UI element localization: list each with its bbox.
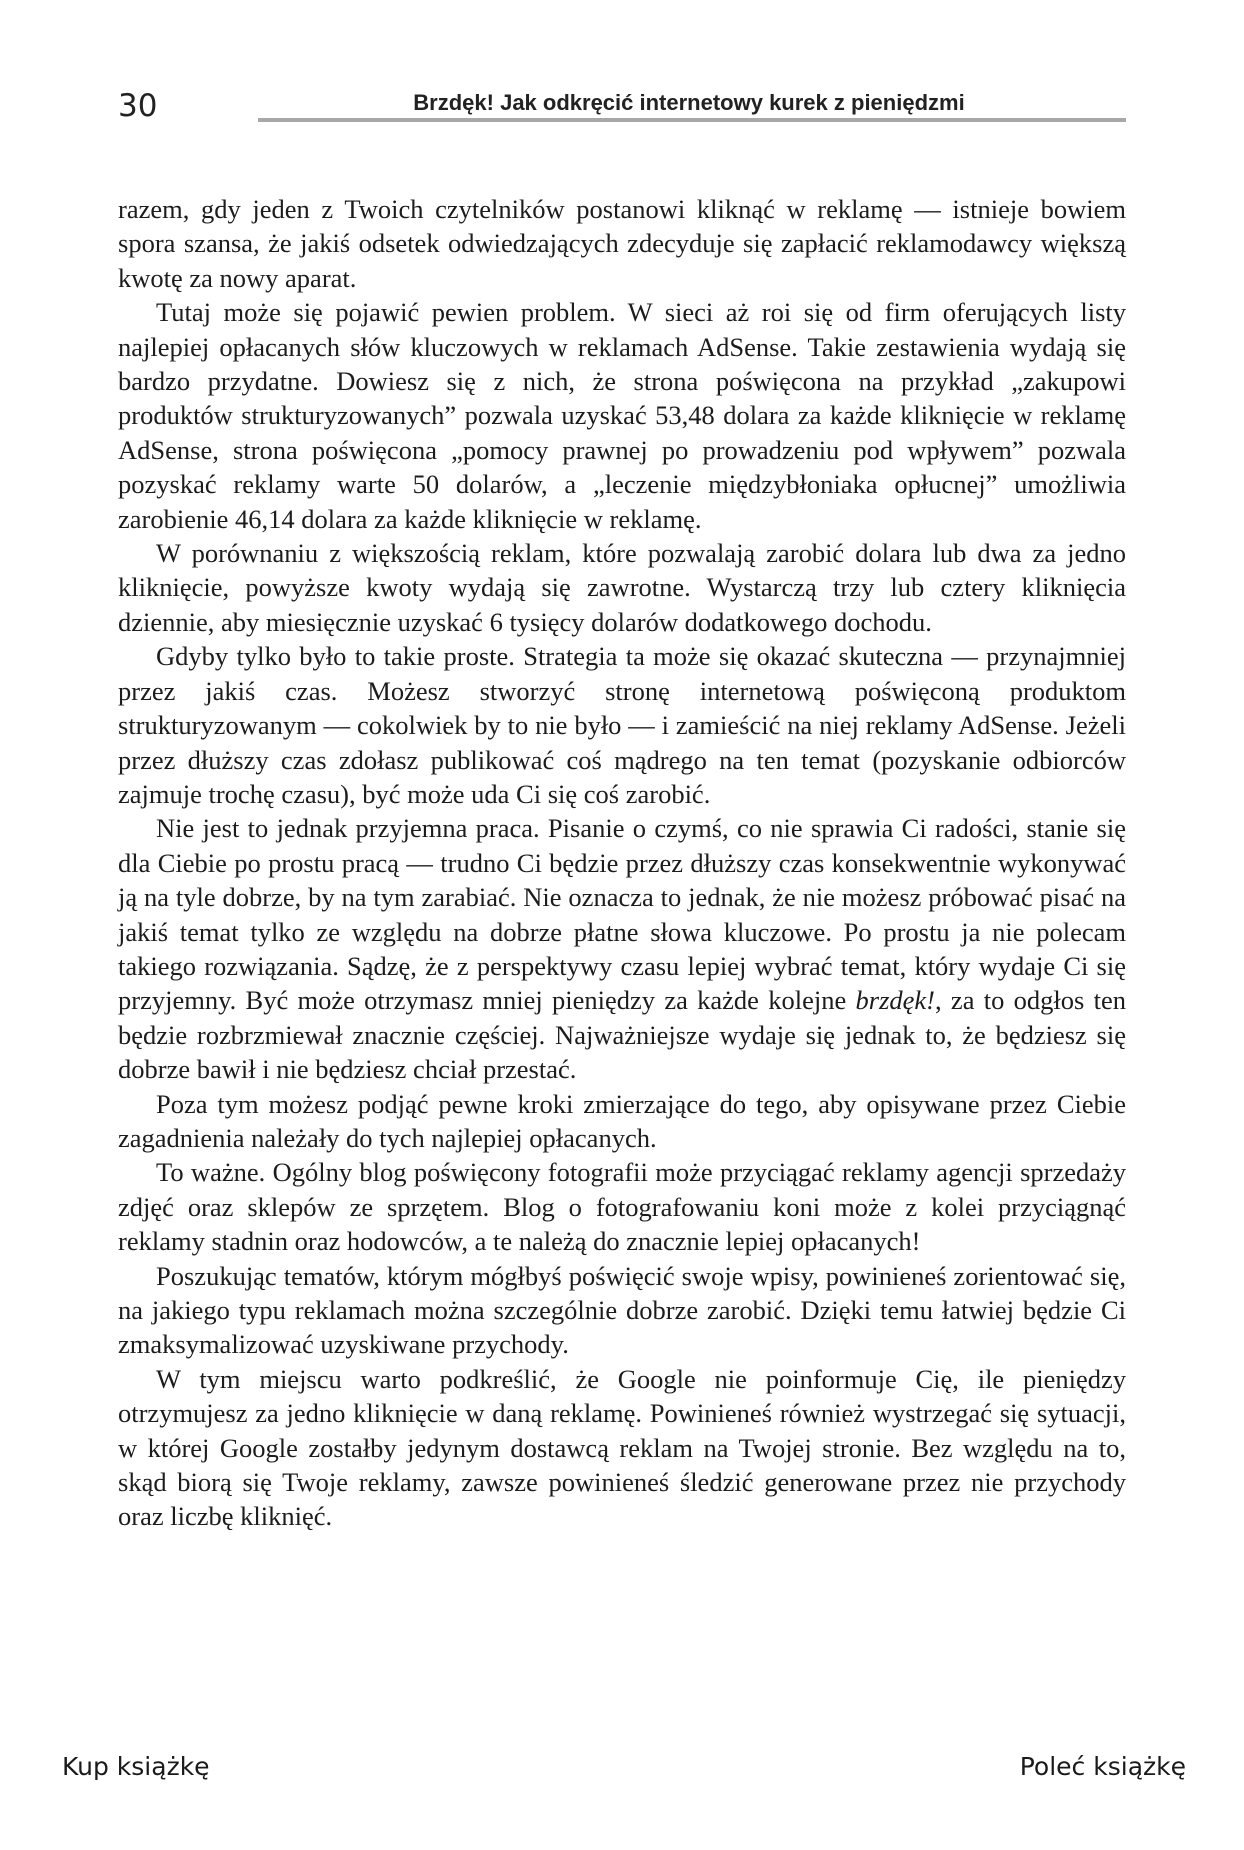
paragraph-7: To ważne. Ogólny blog poświęcony fotografii może przyciągać reklamy agencji sprzedaży zdjęć oraz sklepów ze sprzętem. Blog o fotografowaniu koni może z kolei przyciągnąć reklamy stadnin oraz hodowców, a te należą do znacznie lepiej opłacanych! — [118, 1157, 1126, 1257]
page-number: 30 — [118, 88, 158, 124]
body-text — [118, 192, 1126, 1534]
paragraph-8: Poszukując tematów, którym mógłbyś poświęcić swoje wpisy, powinieneś zorientować się, na jakiego typu reklamach można szczególnie dobrze zarobić. Dzięki temu łatwiej będzie Ci zmaksymalizować uzyskiwane przychody. — [118, 1260, 1126, 1360]
running-title: Brzdęk! Jak odkręcić internetowy kurek z pieniędzmi — [413, 90, 965, 115]
paragraph-1: razem, gdy jeden z Twoich czytelników postanowi kliknąć w reklamę — istnieje bowiem spora szansa, że jakiś odsetek odwiedzających zdecyduje się zapłacić reklamodawcy większą kwotę za nowy aparat. — [118, 194, 1126, 293]
paragraph-2: Tutaj może się pojawić pewien problem. W sieci aż roi się od firm oferujących listy najlepiej opłacanych słów kluczowych w reklamach AdSense. Takie zestawienia wydają się bardzo przydatne. Dowiesz się z nich, że strona poświęcona na przykład „zakupowi produktów strukturyzowanych” pozwala uzyskać 53,48 dolara za każde kliknięcie w reklamę AdSense, strona poświęcona „pomocy prawnej po prowadzeniu pod wpływem” pozwala pozyskać reklamy warte 50 dolarów, a „leczenie międzybłoniaka opłucnej” umożliwia zarobienie 46,14 dolara za każde kliknięcie w reklamę. — [118, 297, 1126, 534]
recommend-book-link[interactable]: Poleć książkę — [1019, 1752, 1186, 1781]
buy-book-link[interactable]: Kup książkę — [62, 1752, 210, 1781]
paragraph-5-text-b: , za to odgłos ten będzie rozbrzmiewał znacznie częściej. Najważniejsze wydaje się jednak to, że będziesz się dobrze bawił i nie będziesz chciał przestać. — [118, 985, 1127, 1085]
italic-brzdek: brzdęk! — [855, 985, 936, 1016]
paragraph-5-text-a: Nie jest to jednak przyjemna praca. Pisanie o czymś, co nie sprawia Ci radości, stanie się dla Ciebie po prostu pracą — trudno Ci będzie przez dłuższy czas konsekwentnie wykonywać ją na tyle dobrze, by na tym zarabiać. Nie oznacza to jednak, że nie możesz próbować pisać na jakiś temat tylko ze względu na dobrze płatne słowa kluczowe. Po prostu ja nie polecam takiego rozwiązania. Sądzę, że z perspektywy czasu lepiej wybrać temat, który wydaje Ci się przyjemny. Być może otrzymasz mniej pieniędzy za każde kolejne — [118, 813, 1126, 1016]
header-rule — [258, 118, 1126, 122]
paragraph-6: Poza tym możesz podjąć pewne kroki zmierzające do tego, aby opisywane przez Ciebie zagadnienia należały do tych najlepiej opłacanych. — [118, 1088, 1126, 1153]
paragraph-3: W porównaniu z większością reklam, które pozwalają zarobić dolara lub dwa za jedno kliknięcie, powyższe kwoty wydają się zawrotne. Wystarczą trzy lub cztery kliknięcia dziennie, aby miesięcznie uzyskać 6 tysięcy dolarów dodatkowego dochodu. — [118, 538, 1126, 637]
paragraph-4: Gdyby tylko było to takie proste. Strategia ta może się okazać skuteczna — przynajmniej przez jakiś czas. Możesz stworzyć stronę internetową poświęconą produktom strukturyzowanym — cokolwiek by to nie było — i zamieścić na niej reklamy AdSense. Jeżeli przez dłuższy czas zdołasz publikować coś mądrego na ten temat (pozyskanie odbiorców zajmuje trochę czasu), być może uda Ci się coś zarobić. — [118, 641, 1126, 809]
paragraph-5 — [118, 811, 1126, 1086]
paragraph-9: W tym miejscu warto podkreślić, że Google nie poinformuje Cię, ile pieniędzy otrzymujesz za jedno kliknięcie w daną reklamę. Powinieneś również wystrzegać się sytuacji, w której Google zostałby jedynym dostawcą reklam na Twojej stronie. Bez względu na to, skąd biorą się Twoje reklamy, zawsze powinieneś śledzić generowane przez nie przychody oraz liczbę kliknięć. — [118, 1363, 1126, 1532]
